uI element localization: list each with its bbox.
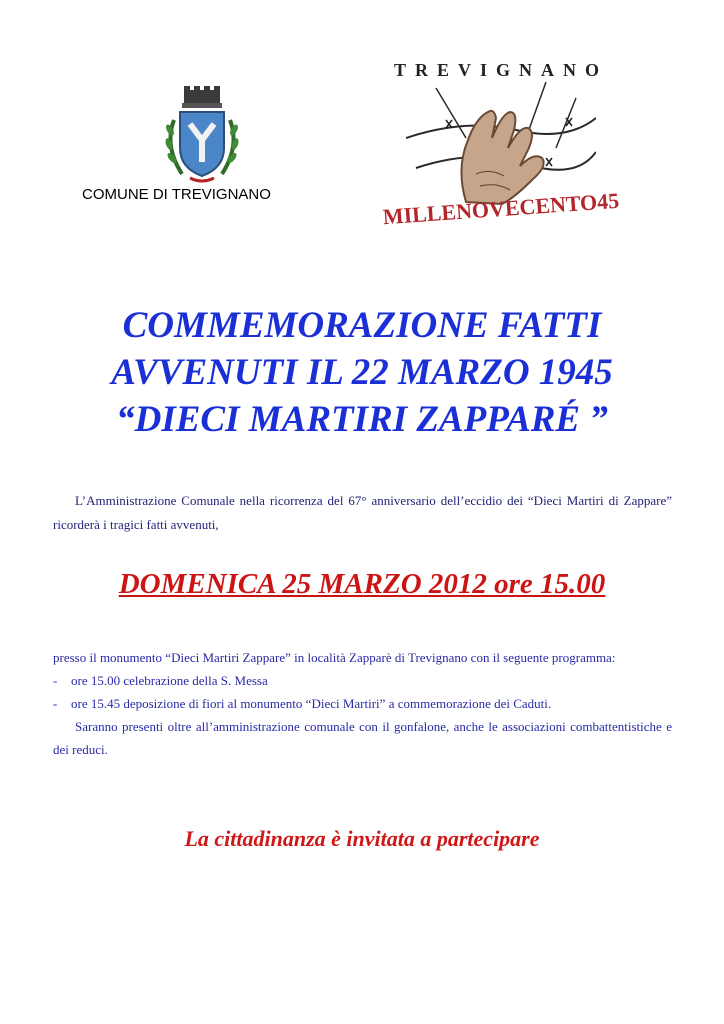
barbed-wire-hand-icon <box>406 78 596 208</box>
coat-of-arms-icon <box>160 86 244 186</box>
program-item-1: ore 15.00 celebrazione della S. Messa <box>71 673 268 688</box>
program-intro: presso il monumento “Dieci Martiri Zappare” in località Zapparè di Trevignano con il seguente programma: <box>53 650 616 665</box>
event-date: DOMENICA 25 MARZO 2012 ore 15.00 <box>118 568 606 600</box>
bullet-dash: - <box>53 696 58 711</box>
logo-bottom-text: MILLENOVECENTO45 <box>382 187 620 230</box>
bullet-dash: - <box>53 673 58 688</box>
title-line-3: “DIECI MARTIRI ZAPPARÉ ” <box>116 399 608 440</box>
commemoration-logo <box>370 56 632 232</box>
page-title <box>40 302 684 443</box>
program-item-2: ore 15.45 deposizione di fiori al monumento “Dieci Martiri” a commemorazione dei Caduti. <box>71 696 552 711</box>
list-item <box>53 692 672 715</box>
intro-paragraph: L’Amministrazione Comunale nella ricorrenza del 67° anniversario dell’eccidio dei “Dieci Martiri di Zappare” ricorderà i tragici fatti avvenuti, <box>53 493 672 532</box>
comune-name: COMUNE DI TREVIGNANO <box>82 186 271 203</box>
program-section <box>53 646 672 761</box>
logo-top-text: TREVIGNANO <box>393 60 608 80</box>
attendance-paragraph: Saranno presenti oltre all’amministrazione comunale con il gonfalone, anche le associazioni combattentistiche e dei reduci. <box>53 719 672 757</box>
title-line-2: AVVENUTI IL 22 MARZO 1945 <box>111 352 613 393</box>
list-item <box>53 669 672 692</box>
title-line-1: COMMEMORAZIONE FATTI <box>122 305 602 346</box>
invitation-line: La cittadinanza è invitata a partecipare <box>184 826 540 851</box>
